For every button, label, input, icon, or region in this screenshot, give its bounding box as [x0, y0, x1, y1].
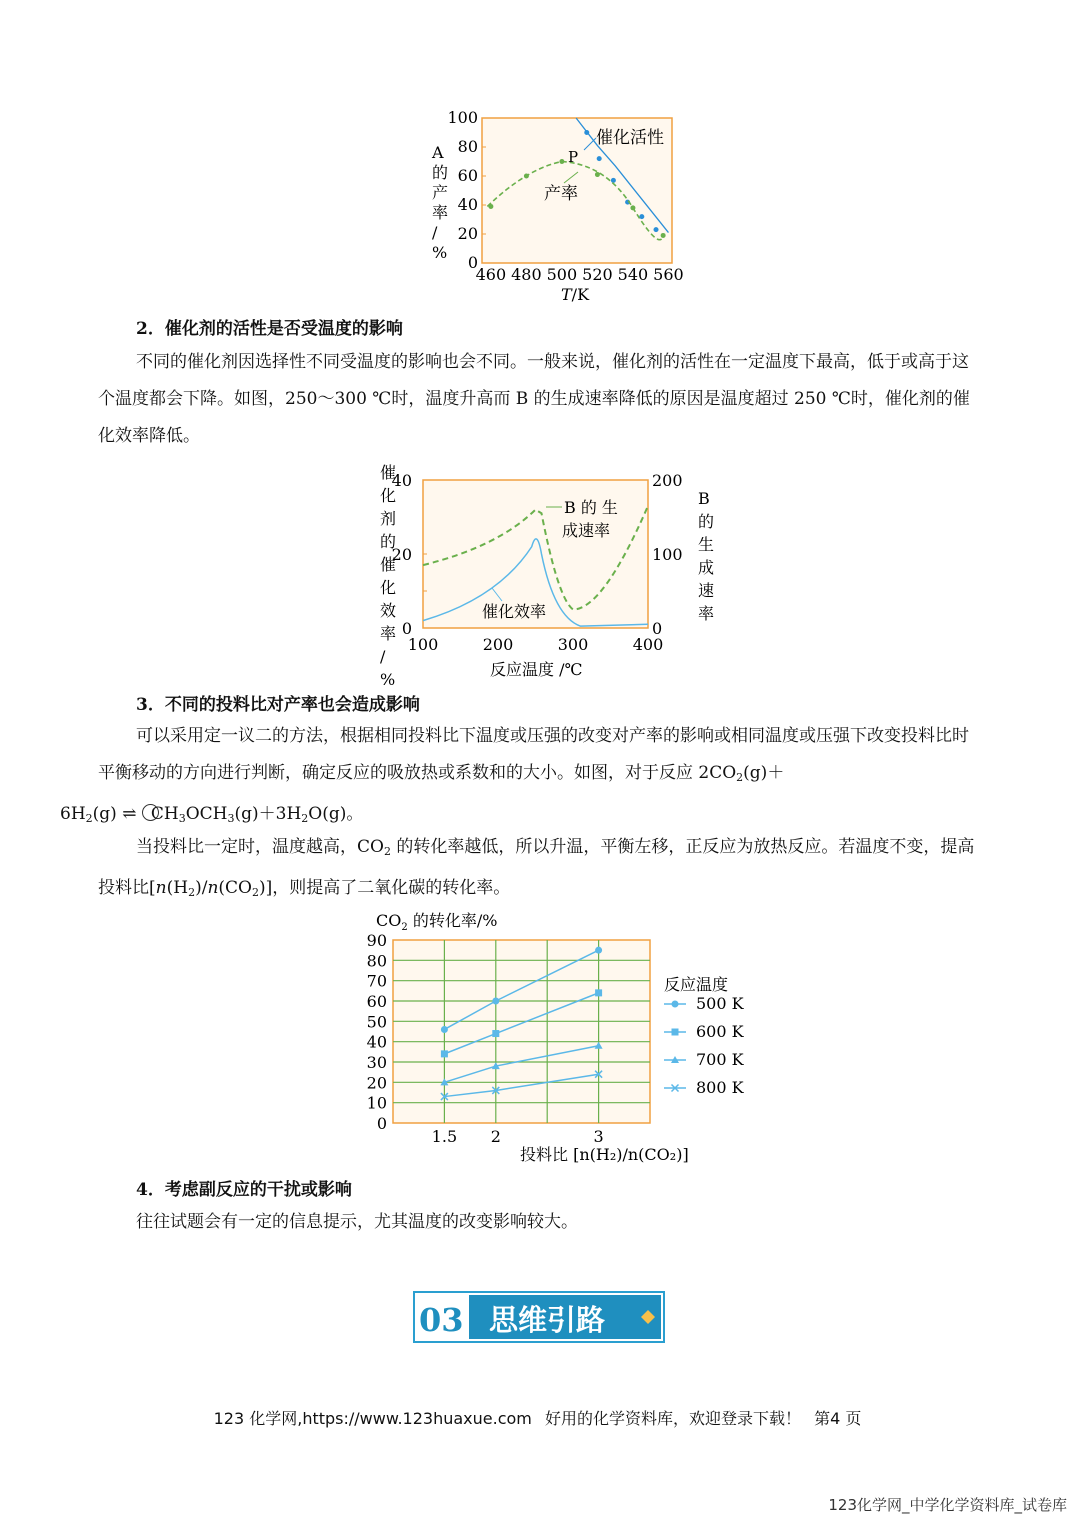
banner-number: 03: [419, 1301, 464, 1339]
section3-paragraph1: 可以采用定一议二的方法，根据相同投料比下温度或压强的改变对产率的影响或相同温度或压强下改变投料比时平衡移动的方向进行判断，确定反应的吸放热或系数和的大小。如图，对于反应 $2CO_2(g)+$ $6H_2(g)$ ⇌ $CH_3OCH_3(g)+3H_2O(g)$。: [60, 726, 969, 825]
chart3-legend: [664, 994, 745, 1097]
chart3-ytick: 70: [366, 971, 387, 991]
chart3-xtick: 3: [593, 1127, 604, 1146]
chart1-yield-point: [661, 233, 666, 238]
chart3-frame: [393, 940, 650, 1123]
chart3-point: [492, 1030, 499, 1037]
footer-site: 123 化学网,https://www.123huaxue.com: [213, 1409, 532, 1428]
chart3-legend-marker: [672, 1001, 679, 1008]
chart1-yield-point: [595, 172, 600, 177]
chart1-xtick-label: 500: [546, 265, 578, 284]
chart3-grid: [367, 931, 650, 1146]
chart3-legend-label: 500 K: [696, 994, 744, 1013]
chart1-activity-point: [584, 130, 589, 135]
chart1-yticks: [447, 110, 486, 272]
chart-co2-conversion: [360, 905, 760, 1170]
section4-heading: 4．考虑副反应的干扰或影响: [136, 1180, 352, 1200]
chart3-xtick: 2: [490, 1127, 501, 1146]
chart1-activity-point: [611, 178, 616, 183]
chart2-label-B-2: 成速率: [562, 521, 611, 540]
chart3-ytick: 10: [366, 1093, 387, 1113]
chart2-right-label: B 的生成速率: [698, 489, 715, 623]
section3-paragraph2: 当投料比一定时，温度越高，$CO_2$ 的转化率越低，所以升温，平衡左移，正反应为放热反应。若温度不变，提高投料比$[n(H_2)/n(CO_2)]$，则提高了二氧化碳的转化率。: [98, 837, 975, 899]
chart3-ytick: 0: [376, 1114, 387, 1133]
chart3-point: [492, 998, 499, 1005]
chart3-xlabel: 投料比 [n(H₂)/n(CO₂)]: [520, 1145, 689, 1164]
chart3-ytick: 30: [366, 1053, 387, 1072]
chart3-legend-label: 600 K: [696, 1022, 744, 1041]
chart3-legend-label: 800 K: [696, 1078, 744, 1097]
chart3-point: [595, 989, 602, 996]
chart3-legend-marker: [672, 1029, 679, 1036]
chart1-xtick-label: 520: [582, 265, 613, 284]
watermark: 123化学网_中学化学资料库_试卷库: [828, 1496, 1067, 1514]
chart1-xticks: [476, 265, 684, 284]
chart2-left-tick: 40: [391, 471, 412, 490]
chart2-left-tick: 20: [391, 545, 412, 564]
section4-paragraph: 往往试题会有一定的信息提示，尤其温度的改变影响较大。: [136, 1212, 578, 1232]
chart-yield-activity: [420, 110, 700, 310]
equilibrium-arrow-icon: ⇌: [122, 804, 137, 824]
chart1-label-yield: 产率: [544, 184, 578, 204]
chart1-yield-point: [630, 205, 635, 210]
chart1-ytick-label: 60: [457, 166, 478, 185]
chart1-yield-point: [559, 159, 564, 164]
chart2-left-label: 催化剂的催化效率/ %: [380, 463, 397, 685]
section-banner: [413, 1291, 665, 1343]
chart3-xtick: 1.5: [431, 1127, 458, 1146]
chart3-legend-title: 反应温度: [664, 975, 729, 994]
chart1-activity-point: [597, 156, 602, 161]
chart3-ytick: 60: [366, 992, 387, 1011]
chart1-ytick-label: 80: [457, 137, 478, 156]
section2-paragraph: 不同的催化剂因选择性不同受温度的影响也会不同。一般来说，催化剂的活性在一定温度下最高，低于或高于这个温度都会下降。如图，250～300 ℃时，温度升高而 B 的生成速率降低的原因是温度超过 250 ℃时，催化剂的催化效率降低。: [98, 352, 970, 446]
chart2-right-tick: 200: [652, 471, 683, 490]
chart2-xtick: 200: [482, 635, 514, 654]
chart3-ytick: 20: [366, 1073, 387, 1093]
chart2-xtick: 400: [632, 635, 664, 654]
chart1-label-activity: 催化活性: [596, 128, 664, 148]
chart3-ylabel: $CO_2$ 的转化率/%: [376, 911, 498, 933]
chart3-legend-label: 700 K: [696, 1050, 744, 1069]
chart2-label-efficiency: 催化效率: [482, 602, 547, 621]
chart1-xlabel: T/K: [561, 285, 590, 304]
footer-page: 第4 页: [814, 1409, 862, 1428]
chart1-activity-point: [639, 214, 644, 219]
chart1-activity-point: [654, 227, 659, 232]
chart3-point: [595, 947, 602, 954]
banner-title: 思维引路: [489, 1303, 606, 1337]
footer-slogan: 好用的化学资料库，欢迎登录下载！: [544, 1409, 801, 1428]
chart3-point: [441, 1050, 448, 1057]
chart2-right-tick: 100: [652, 545, 683, 564]
section3-heading: 3．不同的投料比对产率也会造成影响: [136, 695, 420, 715]
chart1-ylabel: A 的产率/ %: [432, 143, 449, 262]
chart1-ytick-label: 20: [457, 224, 478, 243]
chart3-ytick: 50: [366, 1012, 387, 1032]
chart1-label-P: P: [568, 148, 579, 166]
chart1-xtick-label: 560: [653, 265, 684, 284]
chart3-ytick: 80: [366, 951, 387, 971]
chart2-left-tick: 0: [401, 619, 412, 638]
chart2-xtick: 300: [557, 635, 589, 654]
chart1-xtick-label: 540: [617, 265, 649, 284]
chart1-ytick-label: 0: [467, 253, 478, 272]
chart1-yield-point: [488, 204, 493, 209]
chart1-xtick-label: 480: [511, 265, 542, 284]
chart2-xlabel: 反应温度 /℃: [490, 660, 583, 679]
chart1-ytick-label: 40: [457, 195, 478, 214]
chart3-ytick: 40: [366, 1032, 387, 1052]
chart1-ytick-label: 100: [447, 110, 478, 127]
section2-heading: 2．催化剂的活性是否受温度的影响: [136, 319, 403, 339]
chart3-point: [441, 1026, 448, 1033]
chart2-label-B-1: B 的 生: [564, 498, 618, 517]
chart-catalyst-efficiency: [360, 460, 720, 685]
chart2-xtick: 100: [407, 635, 439, 654]
chart1-yield-point: [524, 174, 529, 179]
chart2-right-tick: 0: [652, 619, 663, 638]
page-footer: [0, 1406, 1075, 1429]
chart1-xtick-label: 460: [475, 265, 507, 284]
chart3-ytick: 90: [366, 931, 387, 950]
